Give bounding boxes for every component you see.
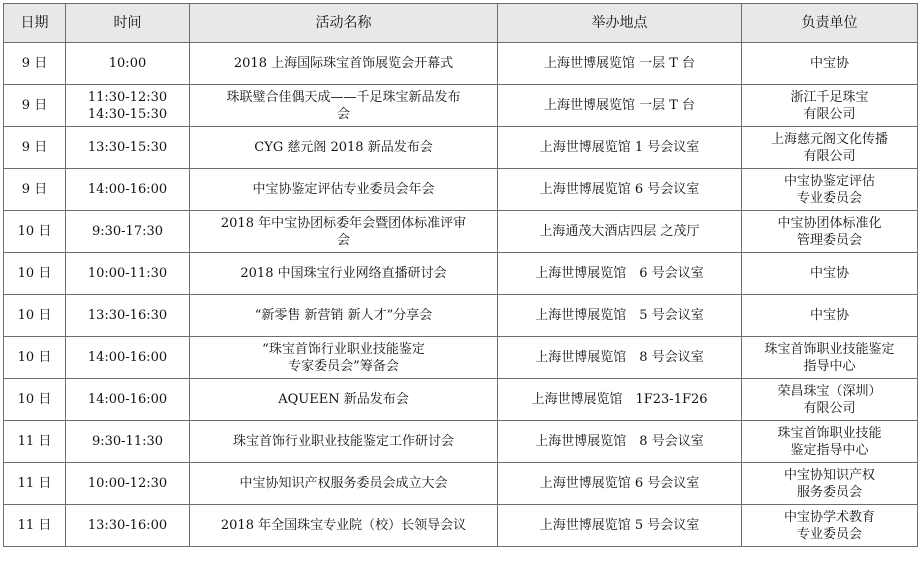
table-row [4, 463, 918, 505]
date-cell: 10 日 [4, 253, 66, 295]
organizer-cell: 中宝协团体标准化 管理委员会 [742, 211, 918, 253]
time-cell: 13:30-16:00 [66, 505, 190, 547]
time-cell: 10:00-12:30 [66, 463, 190, 505]
organizer-cell: 中宝协 [742, 295, 918, 337]
organizer-cell: 中宝协知识产权 服务委员会 [742, 463, 918, 505]
date-cell: 11 日 [4, 421, 66, 463]
event-name-cell: 中宝协鉴定评估专业委员会年会 [190, 169, 498, 211]
event-name-cell: 珠联璧合佳偶天成——千足珠宝新品发布 会 [190, 85, 498, 127]
time-cell: 10:00-11:30 [66, 253, 190, 295]
table-row [4, 337, 918, 379]
table-row [4, 85, 918, 127]
event-name-cell: 2018 年中宝协团标委年会暨团体标准评审 会 [190, 211, 498, 253]
venue-cell: 上海通茂大酒店四层 之茂厅 [498, 211, 742, 253]
venue-cell: 上海世博展览馆 6 号会议室 [498, 169, 742, 211]
venue-cell: 上海世博展览馆 6 号会议室 [498, 463, 742, 505]
table-row [4, 43, 918, 85]
venue-cell: 上海世博展览馆 一层 T 台 [498, 43, 742, 85]
venue-cell: 上海世博展览馆 8 号会议室 [498, 421, 742, 463]
event-name-cell: 珠宝首饰行业职业技能鉴定工作研讨会 [190, 421, 498, 463]
time-cell: 14:00-16:00 [66, 379, 190, 421]
event-name-cell: CYG 慈元阁 2018 新品发布会 [190, 127, 498, 169]
date-cell: 10 日 [4, 337, 66, 379]
table-row [4, 505, 918, 547]
organizer-cell: 中宝协 [742, 43, 918, 85]
time-cell: 11:30-12:30 14:30-15:30 [66, 85, 190, 127]
date-cell: 10 日 [4, 295, 66, 337]
organizer-cell: 中宝协学术教育 专业委员会 [742, 505, 918, 547]
time-cell: 13:30-16:30 [66, 295, 190, 337]
time-cell: 13:30-15:30 [66, 127, 190, 169]
table-header [4, 4, 918, 43]
table-row [4, 211, 918, 253]
event-name-cell: 2018 上海国际珠宝首饰展览会开幕式 [190, 43, 498, 85]
col-header-org: 负责单位 [742, 4, 918, 43]
organizer-cell: 浙江千足珠宝 有限公司 [742, 85, 918, 127]
time-cell: 14:00-16:00 [66, 337, 190, 379]
date-cell: 10 日 [4, 379, 66, 421]
event-name-cell: 中宝协知识产权服务委员会成立大会 [190, 463, 498, 505]
event-name-cell: “珠宝首饰行业职业技能鉴定 专家委员会”筹备会 [190, 337, 498, 379]
organizer-cell: 中宝协 [742, 253, 918, 295]
time-cell: 9:30-11:30 [66, 421, 190, 463]
venue-cell: 上海世博展览馆 6 号会议室 [498, 253, 742, 295]
venue-cell: 上海世博展览馆 一层 T 台 [498, 85, 742, 127]
date-cell: 9 日 [4, 43, 66, 85]
table-row [4, 253, 918, 295]
col-header-event: 活动名称 [190, 4, 498, 43]
col-header-venue: 举办地点 [498, 4, 742, 43]
event-name-cell: 2018 中国珠宝行业网络直播研讨会 [190, 253, 498, 295]
venue-cell: 上海世博展览馆 5 号会议室 [498, 505, 742, 547]
organizer-cell: 珠宝首饰职业技能 鉴定指导中心 [742, 421, 918, 463]
col-header-date: 日期 [4, 4, 66, 43]
venue-cell: 上海世博展览馆 1F23-1F26 [498, 379, 742, 421]
time-cell: 10:00 [66, 43, 190, 85]
time-cell: 14:00-16:00 [66, 169, 190, 211]
date-cell: 9 日 [4, 85, 66, 127]
venue-cell: 上海世博展览馆 5 号会议室 [498, 295, 742, 337]
venue-cell: 上海世博展览馆 8 号会议室 [498, 337, 742, 379]
venue-cell: 上海世博展览馆 1 号会议室 [498, 127, 742, 169]
organizer-cell: 中宝协鉴定评估 专业委员会 [742, 169, 918, 211]
date-cell: 9 日 [4, 127, 66, 169]
organizer-cell: 珠宝首饰职业技能鉴定 指导中心 [742, 337, 918, 379]
table-row [4, 169, 918, 211]
date-cell: 10 日 [4, 211, 66, 253]
date-cell: 11 日 [4, 463, 66, 505]
date-cell: 9 日 [4, 169, 66, 211]
event-name-cell: AQUEEN 新品发布会 [190, 379, 498, 421]
organizer-cell: 荣昌珠宝（深圳） 有限公司 [742, 379, 918, 421]
date-cell: 11 日 [4, 505, 66, 547]
col-header-time: 时间 [66, 4, 190, 43]
table-row [4, 421, 918, 463]
event-name-cell: “新零售 新营销 新人才”分享会 [190, 295, 498, 337]
event-name-cell: 2018 年全国珠宝专业院（校）长领导会议 [190, 505, 498, 547]
organizer-cell: 上海慈元阁文化传播 有限公司 [742, 127, 918, 169]
header-row [4, 4, 918, 43]
table-row [4, 295, 918, 337]
schedule-table [3, 3, 918, 547]
table-row [4, 379, 918, 421]
table-row [4, 127, 918, 169]
time-cell: 9:30-17:30 [66, 211, 190, 253]
table-body [4, 43, 918, 547]
